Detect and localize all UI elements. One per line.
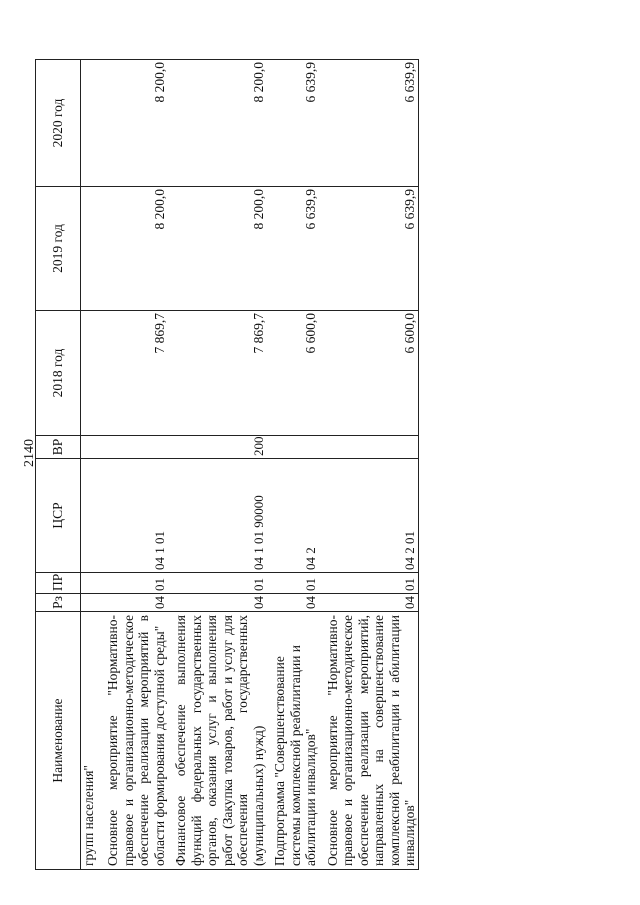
row-2020: 8 200,0 (173, 60, 266, 187)
col-vr-header: ВР (36, 436, 81, 459)
rotated-table-wrapper (35, 60, 595, 870)
budget-table (35, 59, 419, 870)
table-row (81, 60, 100, 870)
table-row (173, 60, 266, 870)
row-csr: 04 2 (272, 459, 319, 573)
row-2020: 8 200,0 (105, 60, 167, 187)
col-pr-header: ПР (36, 573, 81, 594)
table-row (325, 60, 419, 870)
row-name: групп населения" (81, 612, 100, 870)
table-row (272, 60, 319, 870)
col-2018-header: 2018 год (36, 311, 81, 436)
row-csr (81, 459, 100, 573)
row-csr: 04 2 01 (325, 459, 419, 573)
row-2019: 8 200,0 (173, 187, 266, 311)
row-2019 (81, 187, 100, 311)
row-2018: 7 869,7 (105, 311, 167, 436)
row-vr: 200 (173, 436, 266, 459)
row-2019: 6 639,9 (272, 187, 319, 311)
row-csr: 04 1 01 (105, 459, 167, 573)
page-number: 2140 (22, 439, 37, 467)
row-2020: 6 639,9 (325, 60, 419, 187)
row-2018: 6 600,0 (325, 311, 419, 436)
row-name: Основное мероприятие "Нормативно-правовое и организационно-методическое обеспечение реализации мероприятий, направленных на совершенствование комплексной реабилитации и абилитации инвалидов" (325, 612, 419, 870)
row-2020 (81, 60, 100, 187)
row-rz: 04 (272, 594, 319, 612)
row-vr (272, 436, 319, 459)
row-rz (81, 594, 100, 612)
row-2018 (81, 311, 100, 436)
row-rz: 04 (325, 594, 419, 612)
row-2020: 6 639,9 (272, 60, 319, 187)
table-row (105, 60, 167, 870)
row-vr (105, 436, 167, 459)
row-pr (81, 573, 100, 594)
col-name-header: Наименование (36, 612, 81, 870)
row-name: Подпрограмма "Совершенствование системы комплексной реабилитации и абилитации инвалидов" (272, 612, 319, 870)
row-vr (325, 436, 419, 459)
row-pr: 01 (272, 573, 319, 594)
header-row (36, 60, 81, 870)
row-2018: 7 869,7 (173, 311, 266, 436)
row-pr: 01 (325, 573, 419, 594)
row-vr (81, 436, 100, 459)
col-rz-header: Рз (36, 594, 81, 612)
row-2019: 8 200,0 (105, 187, 167, 311)
row-2019: 6 639,9 (325, 187, 419, 311)
row-name: Финансовое обеспечение выполнения функций федеральных государственных органов, оказания услуг и выполнения работ (Закупка товаров, работ и услуг для обеспечения государственных (муниципальных) нужд) (173, 612, 266, 870)
col-2020-header: 2020 год (36, 60, 81, 187)
row-pr: 01 (173, 573, 266, 594)
row-rz: 04 (173, 594, 266, 612)
row-rz: 04 (105, 594, 167, 612)
row-2018: 6 600,0 (272, 311, 319, 436)
row-csr: 04 1 01 90000 (173, 459, 266, 573)
row-pr: 01 (105, 573, 167, 594)
col-csr-header: ЦСР (36, 459, 81, 573)
row-name: Основное мероприятие "Нормативно-правовое и организационно-методическое обеспечение реализации мероприятий в области формирования доступной среды" (105, 612, 167, 870)
col-2019-header: 2019 год (36, 187, 81, 311)
